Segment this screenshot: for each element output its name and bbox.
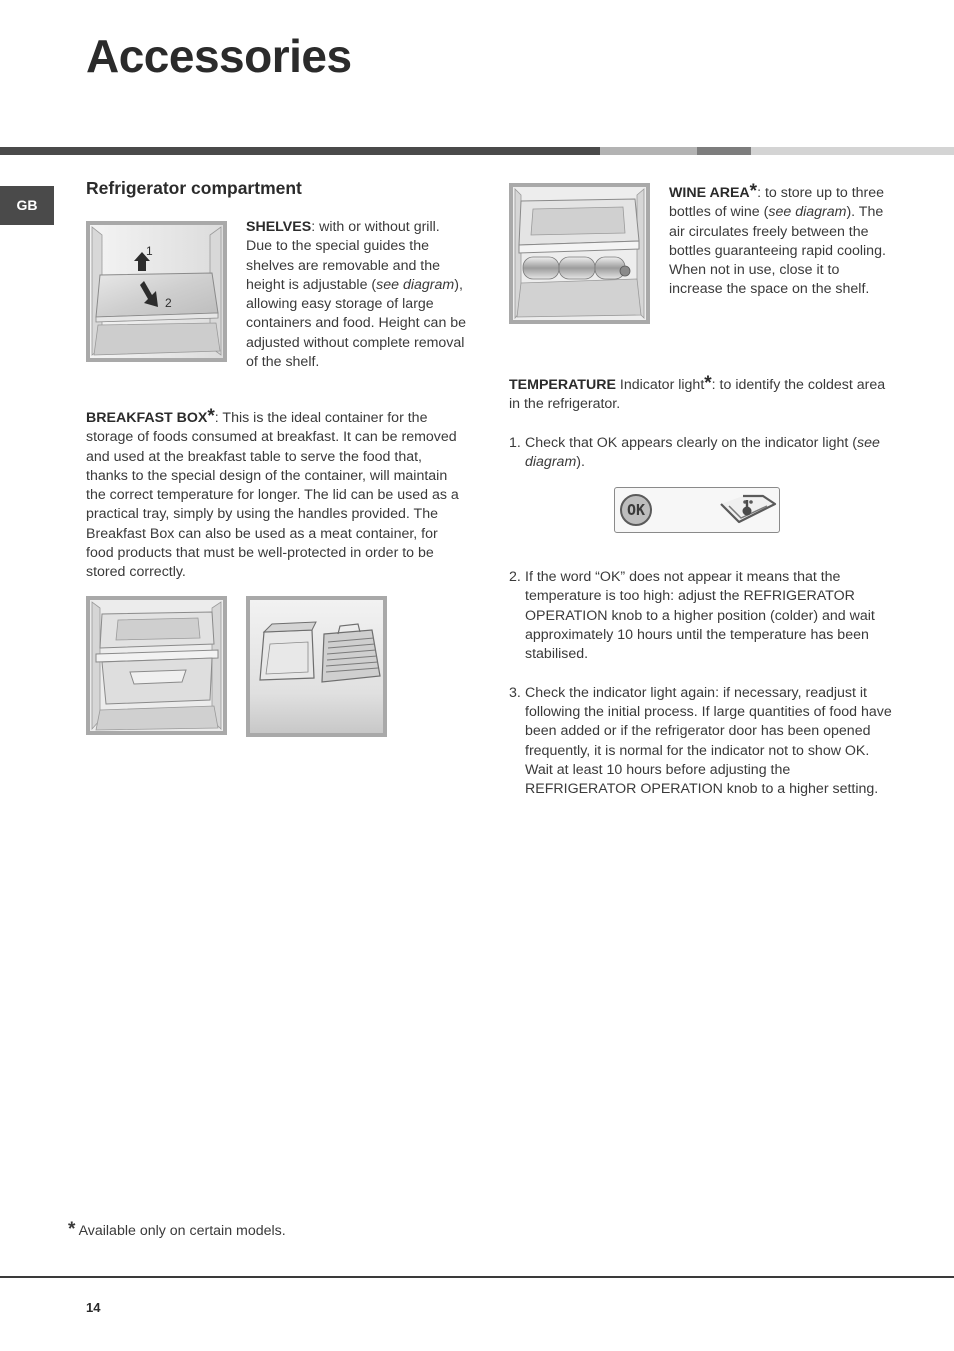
breakfast-box-paragraph [86, 406, 466, 583]
ok-indicator-label: OK [626, 501, 646, 519]
shelf-illustration [90, 225, 223, 358]
header-bar-mid [600, 147, 697, 155]
step-text: If the word “OK” does not appear it means that the temperature is too high: adjust the REFRIGERATOR OPERATION knob to a higher position (colder) and wait approximately 10 hours until the temperature has been stabilised. [525, 569, 875, 663]
breakfast-box-fridge-illustration [90, 600, 223, 731]
wine-area-heading: WINE AREA [669, 185, 750, 201]
step-text-b: ). [576, 454, 585, 471]
footnote-star: * [68, 1219, 76, 1240]
ok-indicator-icon [620, 494, 652, 526]
step-text: Check the indicator light again: if necessary, readjust it following the initial process. If large quantities of food have been added or if the refrigerator door has been opened frequently, it is normal for the indicator not to show OK. Wait at least 10 hours before adjusting the REFRIGERATOR OPERATION knob to a higher setting. [525, 684, 892, 798]
wine-area-text-b: ). The air circulates freely between the bottles guaranteeing rapid cooling. When not in use, close it to increase the space on the shelf. [669, 204, 886, 298]
step-see-diagram: see diagram [525, 435, 880, 471]
temperature-star: * [704, 373, 712, 394]
page-number: 14 [86, 1300, 101, 1315]
footnote-text: Available only on certain models. [75, 1223, 286, 1239]
arrow-label-1: 1 [146, 244, 153, 258]
wine-area-text-a: : to store up to three bottles of wine ( [669, 185, 885, 221]
temperature-step-1 [509, 434, 889, 473]
wine-area-paragraph [669, 181, 889, 300]
temperature-indicator-diagram [614, 487, 780, 533]
footnote [68, 1219, 286, 1241]
breakfast-box-container-image [246, 596, 387, 737]
cold-zone-shelf-icon [719, 492, 777, 528]
language-tab: GB [0, 186, 54, 225]
temperature-heading: TEMPERATURE [509, 377, 616, 393]
breakfast-box-in-fridge-image [86, 596, 227, 735]
header-bar-light [751, 147, 954, 155]
breakfast-box-heading: BREAKFAST BOX [86, 410, 208, 426]
breakfast-box-container-illustration [250, 600, 383, 733]
header-bar-dark [0, 147, 600, 155]
step-number: 3. [509, 684, 521, 701]
shelves-heading: SHELVES [246, 219, 312, 235]
step-number: 2. [509, 569, 521, 585]
header-bar-dark-accent [697, 147, 751, 155]
shelves-text-a: : with or without grill. Due to the special guides the shelves are removable and the height is adjustable ( [246, 219, 441, 293]
wine-area-illustration [513, 187, 646, 320]
shelves-see-diagram: see diagram [376, 276, 455, 293]
shelves-diagram [86, 221, 227, 362]
footer-rule [0, 1276, 954, 1278]
temperature-text-b: : to identify the coldest area in the refrigerator. [509, 377, 886, 413]
wine-area-see-diagram: see diagram [768, 204, 847, 221]
temperature-steps-2-3 [509, 568, 894, 800]
step-number: 1. [509, 435, 521, 451]
list-item [509, 434, 889, 473]
shelves-paragraph [246, 218, 468, 372]
breakfast-box-text: : This is the ideal container for the storage of foods consumed at breakfast. It can be removed and used at the breakfast table to serve the food that, thanks to the special design of the container, will maintain the correct temperature for longer. The lid can be used as a practical tray, simply by using the handles provided. The Breakfast Box can also be used as a meat container, for food products that must be well-protected in order to be stored correctly. [86, 410, 459, 581]
list-item [509, 684, 894, 800]
wine-area-diagram [509, 183, 650, 324]
breakfast-box-star: * [207, 406, 215, 427]
arrow-label-2: 2 [165, 296, 172, 310]
temperature-text-a: Indicator light [615, 377, 705, 393]
page-title: Accessories [86, 30, 352, 82]
wine-area-star: * [749, 181, 758, 202]
list-item [509, 568, 894, 664]
section-title: Refrigerator compartment [86, 178, 302, 198]
shelves-text-b: ), allowing easy storage of large containers and food. Height can be adjusted without complete removal of the shelf. [246, 276, 467, 371]
temperature-paragraph [509, 373, 894, 415]
step-text-a: Check that OK appears clearly on the indicator light ( [525, 435, 857, 451]
